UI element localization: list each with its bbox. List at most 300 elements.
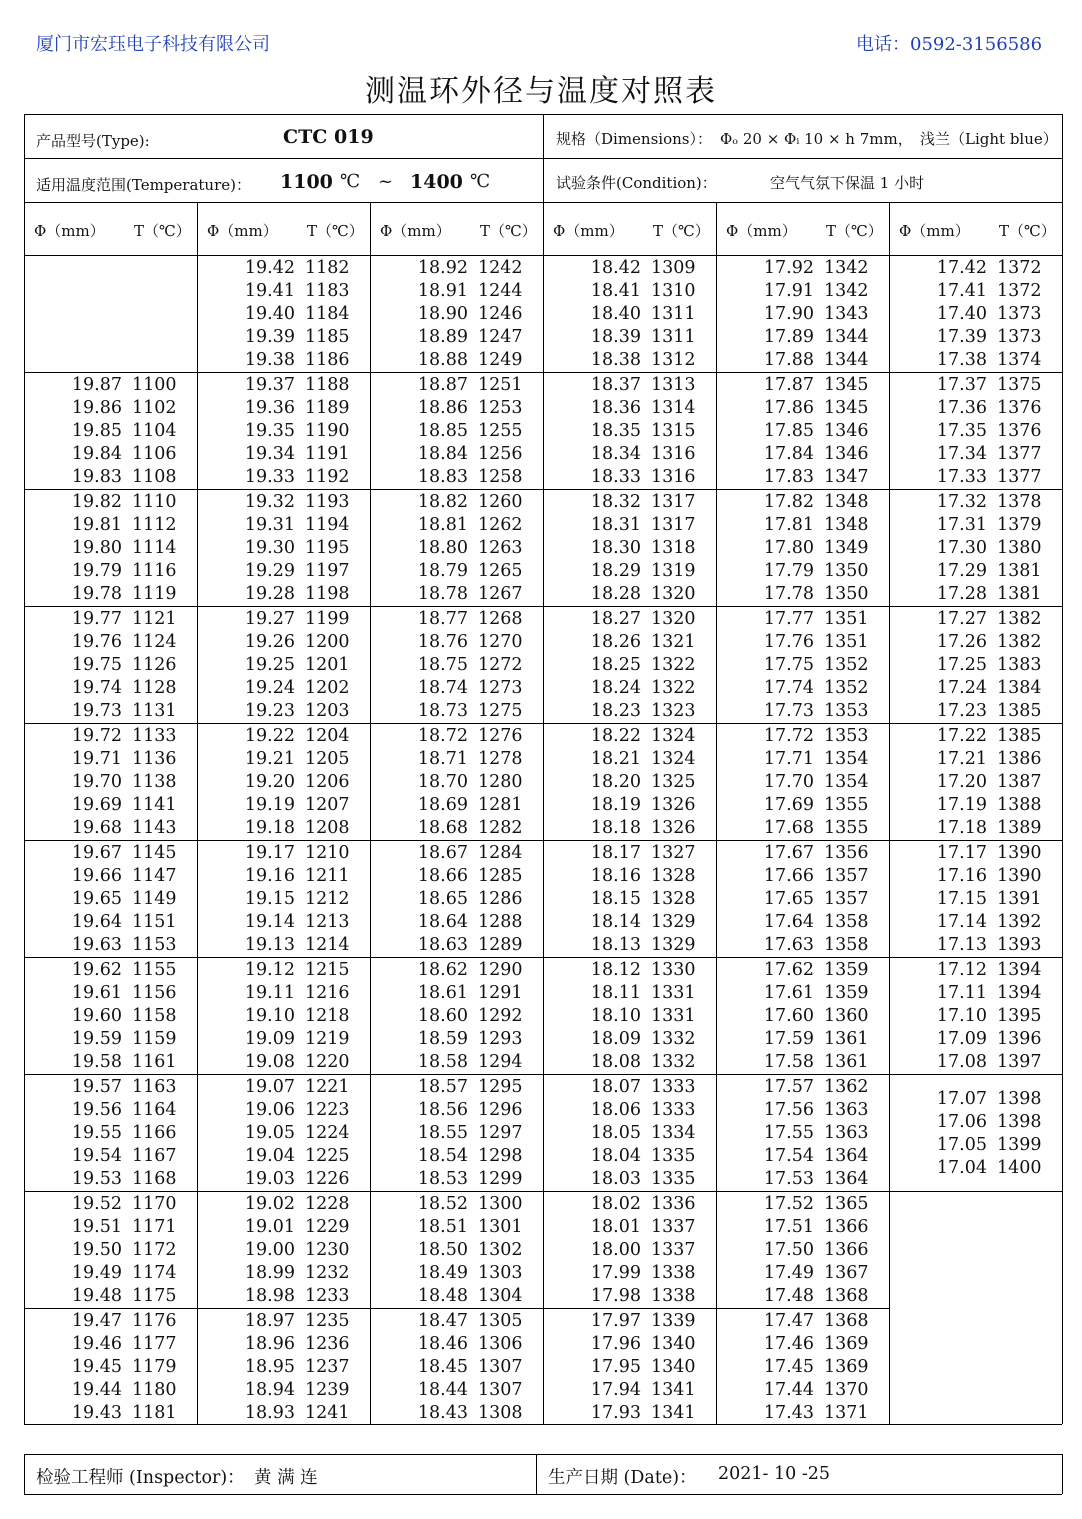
temperature-value: 1334 <box>651 1123 696 1143</box>
temperature-value: 1320 <box>651 609 696 629</box>
temperature-value: 1292 <box>478 1006 523 1026</box>
temperature-value: 1203 <box>305 701 350 721</box>
diameter-value: 18.13 <box>590 935 641 955</box>
temperature-value: 1363 <box>824 1100 869 1120</box>
temperature-value: 1275 <box>478 701 523 721</box>
temperature-value: 1358 <box>824 935 869 955</box>
temperature-header: T（℃） <box>999 222 1056 240</box>
temperature-value: 1167 <box>132 1146 177 1166</box>
diameter-value: 19.82 <box>71 492 122 512</box>
diameter-value: 18.84 <box>417 444 468 464</box>
temperature-value: 1323 <box>651 701 696 721</box>
temperature-value: 1359 <box>824 983 869 1003</box>
diameter-value: 19.43 <box>71 1403 122 1423</box>
temperature-value: 1131 <box>132 701 177 721</box>
grid-line <box>370 202 371 1424</box>
diameter-value: 19.77 <box>71 609 122 629</box>
diameter-value: 19.71 <box>71 749 122 769</box>
temperature-value: 1305 <box>478 1311 523 1331</box>
diameter-value: 19.11 <box>244 983 295 1003</box>
diameter-value: 17.76 <box>763 632 814 652</box>
diameter-value: 19.06 <box>244 1100 295 1120</box>
temperature-value: 1318 <box>651 538 696 558</box>
temperature-value: 1164 <box>132 1100 177 1120</box>
diameter-value: 18.67 <box>417 843 468 863</box>
temperature-range-from: 1100 <box>280 171 333 193</box>
diameter-value: 18.81 <box>417 515 468 535</box>
diameter-value: 17.79 <box>763 561 814 581</box>
temperature-header: T（℃） <box>307 222 364 240</box>
temperature-value: 1324 <box>651 726 696 746</box>
temperature-value: 1106 <box>132 444 177 464</box>
diameter-value: 18.58 <box>417 1052 468 1072</box>
diameter-value: 18.88 <box>417 350 468 370</box>
diameter-value: 18.82 <box>417 492 468 512</box>
temperature-value: 1369 <box>824 1334 869 1354</box>
grid-line <box>24 957 1062 958</box>
diameter-value: 18.45 <box>417 1357 468 1377</box>
diameter-value: 18.39 <box>590 327 641 347</box>
temperature-value: 1195 <box>305 538 350 558</box>
diameter-value: 18.77 <box>417 609 468 629</box>
diameter-value: 18.40 <box>590 304 641 324</box>
temperature-value: 1366 <box>824 1240 869 1260</box>
diameter-value: 19.85 <box>71 421 122 441</box>
diameter-value: 18.04 <box>590 1146 641 1166</box>
temperature-value: 1268 <box>478 609 523 629</box>
diameter-value: 17.34 <box>936 444 987 464</box>
diameter-value: 17.08 <box>936 1052 987 1072</box>
temperature-unit: ℃ <box>470 171 491 192</box>
temperature-value: 1351 <box>824 609 869 629</box>
diameter-value: 17.14 <box>936 912 987 932</box>
temperature-value: 1102 <box>132 398 177 418</box>
temperature-value: 1194 <box>305 515 350 535</box>
temperature-value: 1342 <box>824 281 869 301</box>
date-value: 2021- 10 -25 <box>718 1464 831 1484</box>
temperature-value: 1374 <box>997 350 1042 370</box>
diameter-value: 19.26 <box>244 632 295 652</box>
diameter-value: 18.42 <box>590 258 641 278</box>
grid-line <box>889 202 890 1424</box>
diameter-value: 18.30 <box>590 538 641 558</box>
diameter-value: 17.24 <box>936 678 987 698</box>
diameter-value: 17.63 <box>763 935 814 955</box>
temperature-value: 1333 <box>651 1077 696 1097</box>
temperature-value: 1386 <box>997 749 1042 769</box>
diameter-value: 17.11 <box>936 983 987 1003</box>
diameter-value: 19.42 <box>244 258 295 278</box>
diameter-value: 18.54 <box>417 1146 468 1166</box>
diameter-value: 19.63 <box>71 935 122 955</box>
temperature-value: 1307 <box>478 1380 523 1400</box>
temperature-value: 1192 <box>305 467 350 487</box>
temperature-value: 1186 <box>305 350 350 370</box>
diameter-value: 19.40 <box>244 304 295 324</box>
diameter-value: 19.16 <box>244 866 295 886</box>
temperature-value: 1193 <box>305 492 350 512</box>
diameter-value: 18.69 <box>417 795 468 815</box>
diameter-value: 19.38 <box>244 350 295 370</box>
temperature-value: 1265 <box>478 561 523 581</box>
temperature-value: 1190 <box>305 421 350 441</box>
diameter-value: 19.86 <box>71 398 122 418</box>
diameter-value: 19.57 <box>71 1077 122 1097</box>
diameter-value: 19.17 <box>244 843 295 863</box>
temperature-value: 1359 <box>824 960 869 980</box>
diameter-value: 17.41 <box>936 281 987 301</box>
temperature-value: 1394 <box>997 960 1042 980</box>
temperature-value: 1108 <box>132 467 177 487</box>
diameter-value: 19.01 <box>244 1217 295 1237</box>
diameter-value: 17.85 <box>763 421 814 441</box>
temperature-header: T（℃） <box>480 222 537 240</box>
diameter-value: 18.01 <box>590 1217 641 1237</box>
temperature-value: 1288 <box>478 912 523 932</box>
temperature-value: 1214 <box>305 935 350 955</box>
temperature-value: 1149 <box>132 889 177 909</box>
temperature-value: 1400 <box>997 1158 1042 1178</box>
temperature-value: 1358 <box>824 912 869 932</box>
grid-line <box>24 840 1062 841</box>
temperature-value: 1344 <box>824 350 869 370</box>
diameter-value: 17.56 <box>763 1100 814 1120</box>
diameter-value: 17.51 <box>763 1217 814 1237</box>
temperature-value: 1364 <box>824 1169 869 1189</box>
diameter-value: 18.36 <box>590 398 641 418</box>
diameter-value: 17.83 <box>763 467 814 487</box>
diameter-value: 18.76 <box>417 632 468 652</box>
temperature-value: 1389 <box>997 818 1042 838</box>
diameter-value: 18.57 <box>417 1077 468 1097</box>
diameter-value: 18.10 <box>590 1006 641 1026</box>
temperature-value: 1210 <box>305 843 350 863</box>
diameter-value: 17.66 <box>763 866 814 886</box>
diameter-value: 19.67 <box>71 843 122 863</box>
dimensions-value: Φₒ 20 × Φᵢ 10 × h 7mm， <box>720 130 913 148</box>
temperature-value: 1378 <box>997 492 1042 512</box>
diameter-value: 18.51 <box>417 1217 468 1237</box>
diameter-value: 17.69 <box>763 795 814 815</box>
temperature-value: 1267 <box>478 584 523 604</box>
temperature-value: 1388 <box>997 795 1042 815</box>
grid-line <box>24 1424 1062 1425</box>
temperature-value: 1128 <box>132 678 177 698</box>
temperature-value: 1309 <box>651 258 696 278</box>
diameter-value: 18.53 <box>417 1169 468 1189</box>
temperature-value: 1372 <box>997 258 1042 278</box>
temperature-value: 1126 <box>132 655 177 675</box>
temperature-value: 1361 <box>824 1029 869 1049</box>
diameter-value: 17.39 <box>936 327 987 347</box>
phi-header: Φ（mm） <box>553 222 624 240</box>
temperature-value: 1390 <box>997 843 1042 863</box>
diameter-value: 18.73 <box>417 701 468 721</box>
temperature-value: 1182 <box>305 258 350 278</box>
condition-value: 空气气氛下保温 1 小时 <box>770 174 925 192</box>
diameter-value: 17.40 <box>936 304 987 324</box>
diameter-value: 17.17 <box>936 843 987 863</box>
diameter-value: 18.97 <box>244 1311 295 1331</box>
temperature-value: 1329 <box>651 935 696 955</box>
diameter-value: 18.37 <box>590 375 641 395</box>
temperature-value: 1354 <box>824 749 869 769</box>
temperature-value: 1338 <box>651 1263 696 1283</box>
temperature-value: 1317 <box>651 515 696 535</box>
diameter-value: 18.63 <box>417 935 468 955</box>
temperature-value: 1381 <box>997 584 1042 604</box>
temperature-header: T（℃） <box>653 222 710 240</box>
diameter-value: 17.82 <box>763 492 814 512</box>
temperature-value: 1225 <box>305 1146 350 1166</box>
diameter-value: 17.54 <box>763 1146 814 1166</box>
temperature-value: 1381 <box>997 561 1042 581</box>
temperature-value: 1314 <box>651 398 696 418</box>
temperature-value: 1396 <box>997 1029 1042 1049</box>
diameter-value: 17.30 <box>936 538 987 558</box>
diameter-value: 17.92 <box>763 258 814 278</box>
diameter-value: 17.61 <box>763 983 814 1003</box>
temperature-value: 1340 <box>651 1357 696 1377</box>
temperature-value: 1369 <box>824 1357 869 1377</box>
temperature-value: 1121 <box>132 609 177 629</box>
page-title: 测温环外径与温度对照表 <box>365 74 717 109</box>
diameter-value: 19.04 <box>244 1146 295 1166</box>
diameter-value: 17.75 <box>763 655 814 675</box>
temperature-value: 1376 <box>997 421 1042 441</box>
temperature-value: 1180 <box>132 1380 177 1400</box>
diameter-value: 17.78 <box>763 584 814 604</box>
diameter-value: 19.05 <box>244 1123 295 1143</box>
diameter-value: 18.32 <box>590 492 641 512</box>
temperature-value: 1379 <box>997 515 1042 535</box>
diameter-value: 19.65 <box>71 889 122 909</box>
diameter-value: 18.18 <box>590 818 641 838</box>
diameter-value: 17.49 <box>763 1263 814 1283</box>
diameter-value: 18.07 <box>590 1077 641 1097</box>
temperature-value: 1235 <box>305 1311 350 1331</box>
temperature-value: 1200 <box>305 632 350 652</box>
temperature-value: 1316 <box>651 444 696 464</box>
temperature-value: 1360 <box>824 1006 869 1026</box>
temperature-value: 1307 <box>478 1357 523 1377</box>
temperature-value: 1163 <box>132 1077 177 1097</box>
diameter-value: 18.38 <box>590 350 641 370</box>
diameter-value: 19.75 <box>71 655 122 675</box>
temperature-value: 1327 <box>651 843 696 863</box>
diameter-value: 18.12 <box>590 960 641 980</box>
temperature-value: 1330 <box>651 960 696 980</box>
temperature-value: 1230 <box>305 1240 350 1260</box>
temperature-value: 1382 <box>997 632 1042 652</box>
temperature-value: 1313 <box>651 375 696 395</box>
temperature-value: 1172 <box>132 1240 177 1260</box>
diameter-value: 19.00 <box>244 1240 295 1260</box>
temperature-value: 1303 <box>478 1263 523 1283</box>
temperature-value: 1124 <box>132 632 177 652</box>
diameter-value: 19.47 <box>71 1311 122 1331</box>
temperature-value: 1213 <box>305 912 350 932</box>
diameter-value: 17.55 <box>763 1123 814 1143</box>
temperature-value: 1138 <box>132 772 177 792</box>
temperature-value: 1364 <box>824 1146 869 1166</box>
diameter-value: 17.62 <box>763 960 814 980</box>
diameter-value: 19.49 <box>71 1263 122 1283</box>
inspector-label: 检验工程师 (Inspector)： <box>36 1468 245 1488</box>
diameter-value: 18.11 <box>590 983 641 1003</box>
temperature-value: 1332 <box>651 1029 696 1049</box>
diameter-value: 18.25 <box>590 655 641 675</box>
temperature-value: 1251 <box>478 375 523 395</box>
temperature-value: 1383 <box>997 655 1042 675</box>
diameter-value: 17.58 <box>763 1052 814 1072</box>
temperature-value: 1357 <box>824 866 869 886</box>
diameter-value: 18.14 <box>590 912 641 932</box>
temperature-value: 1189 <box>305 398 350 418</box>
temperature-value: 1262 <box>478 515 523 535</box>
temperature-value: 1270 <box>478 632 523 652</box>
diameter-value: 17.27 <box>936 609 987 629</box>
diameter-value: 18.71 <box>417 749 468 769</box>
temperature-value: 1306 <box>478 1334 523 1354</box>
diameter-value: 18.26 <box>590 632 641 652</box>
diameter-value: 17.42 <box>936 258 987 278</box>
grid-line <box>197 202 198 1424</box>
temperature-value: 1342 <box>824 258 869 278</box>
temperature-value: 1290 <box>478 960 523 980</box>
diameter-value: 19.35 <box>244 421 295 441</box>
temperature-value: 1212 <box>305 889 350 909</box>
diameter-value: 18.22 <box>590 726 641 746</box>
temperature-value: 1332 <box>651 1052 696 1072</box>
diameter-value: 18.09 <box>590 1029 641 1049</box>
temperature-value: 1297 <box>478 1123 523 1143</box>
diameter-value: 18.85 <box>417 421 468 441</box>
diameter-value: 17.68 <box>763 818 814 838</box>
diameter-value: 17.74 <box>763 678 814 698</box>
grid-line <box>24 1191 1062 1192</box>
temperature-value: 1241 <box>305 1403 350 1423</box>
diameter-value: 18.66 <box>417 866 468 886</box>
temperature-value: 1302 <box>478 1240 523 1260</box>
temperature-value: 1335 <box>651 1146 696 1166</box>
diameter-value: 18.91 <box>417 281 468 301</box>
diameter-value: 19.51 <box>71 1217 122 1237</box>
temperature-value: 1216 <box>305 983 350 1003</box>
diameter-value: 17.59 <box>763 1029 814 1049</box>
diameter-value: 19.29 <box>244 561 295 581</box>
temperature-value: 1341 <box>651 1380 696 1400</box>
diameter-value: 17.15 <box>936 889 987 909</box>
temperature-value: 1353 <box>824 701 869 721</box>
diameter-value: 19.37 <box>244 375 295 395</box>
temperature-value: 1394 <box>997 983 1042 1003</box>
temperature-value: 1390 <box>997 866 1042 886</box>
grid-line <box>24 372 1062 373</box>
diameter-value: 18.17 <box>590 843 641 863</box>
temperature-value: 1215 <box>305 960 350 980</box>
diameter-value: 17.67 <box>763 843 814 863</box>
diameter-value: 18.43 <box>417 1403 468 1423</box>
temperature-value: 1331 <box>651 1006 696 1026</box>
diameter-value: 18.92 <box>417 258 468 278</box>
temperature-value: 1158 <box>132 1006 177 1026</box>
diameter-value: 17.06 <box>936 1112 987 1132</box>
temperature-value: 1145 <box>132 843 177 863</box>
diameter-value: 19.15 <box>244 889 295 909</box>
temperature-value: 1202 <box>305 678 350 698</box>
diameter-value: 17.97 <box>590 1311 641 1331</box>
temperature-value: 1375 <box>997 375 1042 395</box>
diameter-value: 18.72 <box>417 726 468 746</box>
diameter-value: 18.34 <box>590 444 641 464</box>
temperature-value: 1336 <box>651 1194 696 1214</box>
temperature-value: 1384 <box>997 678 1042 698</box>
diameter-value: 18.79 <box>417 561 468 581</box>
diameter-value: 17.80 <box>763 538 814 558</box>
temperature-value: 1299 <box>478 1169 523 1189</box>
temperature-value: 1357 <box>824 889 869 909</box>
temperature-value: 1188 <box>305 375 350 395</box>
temperature-value: 1368 <box>824 1286 869 1306</box>
diameter-value: 17.99 <box>590 1263 641 1283</box>
temperature-value: 1153 <box>132 935 177 955</box>
diameter-value: 17.91 <box>763 281 814 301</box>
diameter-value: 18.87 <box>417 375 468 395</box>
diameter-value: 19.60 <box>71 1006 122 1026</box>
grid-line <box>536 1454 537 1494</box>
phi-header: Φ（mm） <box>380 222 451 240</box>
diameter-value: 17.95 <box>590 1357 641 1377</box>
color-value: 浅兰（Light blue） <box>920 130 1058 148</box>
diameter-value: 19.33 <box>244 467 295 487</box>
diameter-value: 19.55 <box>71 1123 122 1143</box>
diameter-value: 19.72 <box>71 726 122 746</box>
diameter-value: 18.94 <box>244 1380 295 1400</box>
grid-line <box>24 723 1062 724</box>
diameter-value: 17.12 <box>936 960 987 980</box>
temperature-value: 1350 <box>824 561 869 581</box>
diameter-value: 19.28 <box>244 584 295 604</box>
temperature-value: 1338 <box>651 1286 696 1306</box>
diameter-value: 18.23 <box>590 701 641 721</box>
diameter-value: 18.21 <box>590 749 641 769</box>
diameter-value: 19.19 <box>244 795 295 815</box>
diameter-value: 17.48 <box>763 1286 814 1306</box>
diameter-value: 17.65 <box>763 889 814 909</box>
diameter-value: 17.64 <box>763 912 814 932</box>
temperature-value: 1246 <box>478 304 523 324</box>
temperature-value: 1242 <box>478 258 523 278</box>
diameter-value: 18.49 <box>417 1263 468 1283</box>
temperature-value: 1346 <box>824 421 869 441</box>
temperature-value: 1233 <box>305 1286 350 1306</box>
diameter-value: 18.61 <box>417 983 468 1003</box>
diameter-value: 17.98 <box>590 1286 641 1306</box>
diameter-value: 17.90 <box>763 304 814 324</box>
temperature-value: 1398 <box>997 1112 1042 1132</box>
diameter-value: 18.00 <box>590 1240 641 1260</box>
diameter-value: 18.08 <box>590 1052 641 1072</box>
temperature-value: 1295 <box>478 1077 523 1097</box>
temperature-value: 1228 <box>305 1194 350 1214</box>
diameter-value: 18.19 <box>590 795 641 815</box>
temperature-value: 1183 <box>305 281 350 301</box>
temperature-value: 1370 <box>824 1380 869 1400</box>
diameter-value: 19.12 <box>244 960 295 980</box>
temperature-value: 1249 <box>478 350 523 370</box>
diameter-value: 19.21 <box>244 749 295 769</box>
